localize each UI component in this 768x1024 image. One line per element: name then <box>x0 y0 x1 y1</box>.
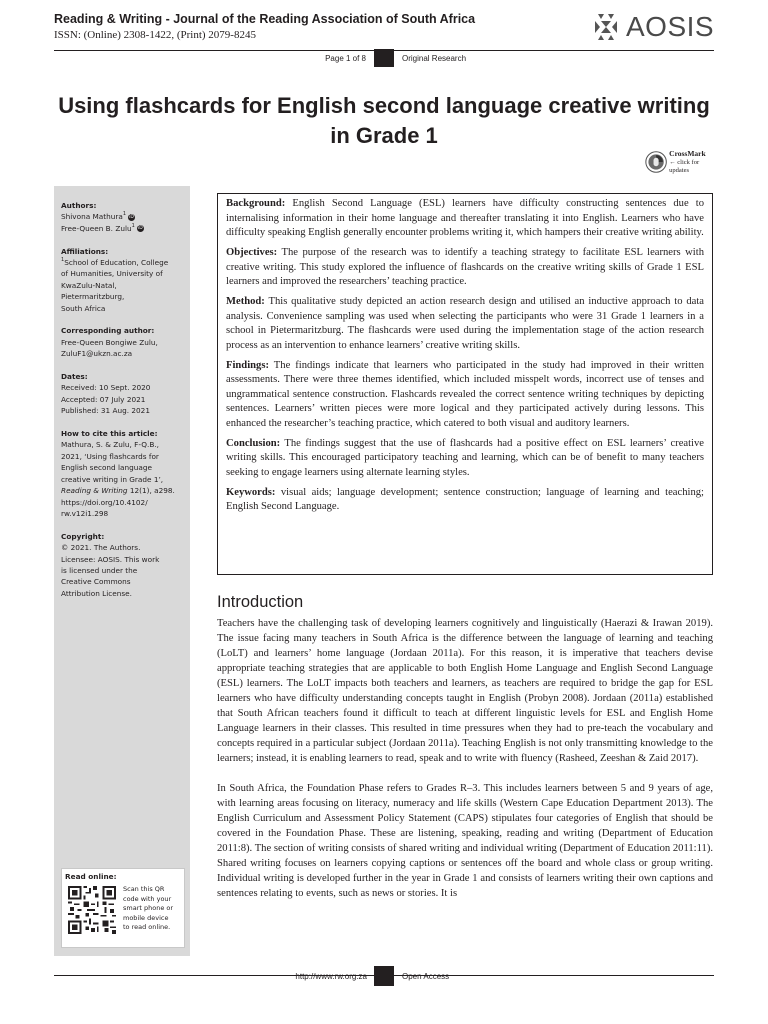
read-online-box <box>61 868 185 948</box>
background-label: Background: <box>226 198 286 209</box>
conclusion-text: The findings suggest that the use of flashcards had a positive effect on ESL learners’ creative writing skills. This encouraged participatory teaching and learning, which can be of benefit to many teachers seeking to engage learners using alternate learning styles. <box>226 437 704 478</box>
affiliation-line: of Humanities, University of <box>61 269 163 279</box>
page-number: Page 1 of 8 <box>325 54 366 63</box>
read-online-line: to read online. <box>123 923 171 932</box>
date-published: Published: 31 Aug. 2021 <box>61 406 150 416</box>
footer-url[interactable]: http://www.rw.org.za <box>295 972 367 981</box>
citation-heading: How to cite this article: <box>61 429 158 439</box>
corresponding-name: Free-Queen Bongiwe Zulu, <box>61 337 158 347</box>
read-online-line: code with your <box>123 894 172 903</box>
read-online-heading: Read online: <box>65 872 117 881</box>
article-title: Using flashcards for English second language creative writing in Grade 1 <box>58 93 710 148</box>
orcid-icon[interactable]: iD <box>129 214 134 220</box>
copyright-heading: Copyright: <box>61 531 105 541</box>
date-accepted: Accepted: 07 July 2021 <box>61 394 146 404</box>
issn: ISSN: (Online) 2308-1422, (Print) 2079-8245 <box>54 29 256 41</box>
method-label: Method: <box>226 296 265 307</box>
author-1-name: Shivona Mathura <box>61 212 123 222</box>
citation-line: creative writing in Grade 1’, <box>61 474 164 484</box>
author-2-sup: 1 <box>131 222 135 229</box>
citation-doi[interactable]: rw.v12i1.298 <box>61 508 109 518</box>
footer-bar <box>0 966 768 986</box>
crossmark-icon <box>645 149 667 175</box>
conclusion-label: Conclusion: <box>226 437 281 449</box>
qr-code-icon[interactable] <box>68 886 116 934</box>
affiliation-sup: 1 <box>61 257 65 264</box>
page-info-bar <box>0 49 768 67</box>
copyright-line: Creative Commons <box>61 577 131 587</box>
affiliation-line: KwaZulu-Natal, <box>61 280 117 290</box>
findings-text: The findings indicate that learners who participated in the study had improved in their written assessments. There were three themes identified, which included misspelt words, incorrect use of tenses and ungrammatical sentence construction. Flashcards revealed the correct sentence writing techniques by depicting sentences. Learners’ written pieces were more logical and they participated actively during lessons. This enhanced the researcher’s teaching practice, which catered to both visual and auditory learners. <box>226 359 704 429</box>
keywords-text: visual aids; language development; sentence construction; language of learning and teaching; English Second Language. <box>226 486 704 512</box>
orcid-icon[interactable]: iD <box>137 226 143 232</box>
author-1[interactable] <box>61 211 185 222</box>
footer-access: Open Access <box>402 972 450 981</box>
introduction-body <box>217 616 713 916</box>
citation-line: 2021, ‘Using flashcards for <box>61 451 159 461</box>
publisher-logo[interactable] <box>594 12 714 42</box>
crossmark-name: CrossMark <box>669 148 706 158</box>
affiliations-heading: Affiliations: <box>61 246 109 256</box>
abstract-objectives <box>226 246 704 290</box>
affiliation-line: South Africa <box>61 303 106 313</box>
corresponding-heading: Corresponding author: <box>61 326 155 336</box>
crossmark-sub: ← click for updates <box>669 158 700 174</box>
method-text: This qualitative study depicted an action research design and utilised an inductive approach to data analysis. Convenience sampling was used when selecting the participants who were 31 Grade 1 learners in a school in Pietermaritzburg. The flashcards were used during the implementation stage of the action research process as an intervention to enhance learners’ creative writing skills. <box>226 296 704 351</box>
copyright-section <box>61 531 185 599</box>
copyright-line: © 2021. The Authors. <box>61 543 141 553</box>
keywords-label: Keywords: <box>226 486 276 498</box>
aosis-logo-icon <box>594 12 624 42</box>
crossmark-badge[interactable] <box>645 148 713 176</box>
objectives-label: Objectives: <box>226 247 278 258</box>
citation-line: English second language <box>61 463 152 473</box>
copyright-line: is licensed under the <box>61 565 138 575</box>
author-1-sup: 1 <box>122 211 127 218</box>
abstract-box <box>217 193 713 575</box>
author-2[interactable] <box>61 223 185 234</box>
citation-section <box>61 428 185 519</box>
citation-line: Mathura, S. & Zulu, F-Q.B., <box>61 440 159 450</box>
dates-section <box>61 371 185 417</box>
authors-heading: Authors: <box>61 201 97 210</box>
footer-marker-block <box>374 966 394 986</box>
corresponding-section <box>61 325 185 359</box>
objectives-text: The purpose of the research was to identify a teaching strategy to facilitate ESL learners with creative writing. This study explored the influence of flashcards on the creative writing skills of Grade 1 ESL learners and improved the researchers’ teaching practice. <box>226 247 704 287</box>
author-2-name: Free-Queen B. Zulu <box>61 223 132 233</box>
read-online-line: Scan this QR <box>123 885 165 893</box>
abstract-keywords <box>226 486 704 515</box>
abstract-background <box>226 197 704 241</box>
paragraph: In South Africa, the Foundation Phase refers to Grades R–3. This includes learners between 5 and 9 years of age, with learning areas focusing on literacy, numeracy and life skills (Western Cape Education Department 2013). The English Curriculum and Assessment Policy Statement (CAPS) stipulates four categories of English that should be covered in the Foundation Phase. These are listening, speaking, reading and writing (Department of Education 2011:8). The section of writing consists of shared writing and individual writing (Department of Education 2011:11). Shared writing focuses on learners copying captions or sentences off the board and whole class or group writing. Individual writing is developed further in the year in Grade 1 and consists of learners writing their own captions and sentences relating to events, such as news or stories. It is <box>217 783 713 899</box>
citation-line <box>61 485 185 496</box>
read-online-line: mobile device <box>123 913 169 922</box>
copyright-line: Attribution License. <box>61 588 132 598</box>
abstract-findings <box>226 359 704 432</box>
citation-volume: 12(1), a298. <box>127 486 175 496</box>
logo-text: AOSIS <box>626 11 715 42</box>
read-online-instructions <box>123 885 183 933</box>
findings-label: Findings: <box>226 359 269 371</box>
citation-doi[interactable]: https://doi.org/10.4102/ <box>61 497 148 507</box>
paragraph: Teachers have the challenging task of developing learners cognitively and linguistically (Haerazi & Irawan 2019). The issue facing many teachers in South Africa is the difference between the language of learning and teaching (LoLT) and learners’ home language (Jordaan 2011a). For this reason, it is imperative that teachers devise appropriate teaching strategies that are applicable to both English Home Language and English Second Language (ESL) learners. The LoLT impacts both teachers and learners, as teachers are required to bridge the gap for ESL learners who have difficulty understanding concepts taught in English (Probyn 2008). Jordaan (2011a) established that South African teachers found it difficult to teach at different linguistic levels for ESL and English Home Language learners in their classes. This resulted in time pressures when they had to pre-teach the vocabulary and concepts required in a particular subject (Jordaan 2011a). Teaching English is not only transmitting knowledge to the learners; instead, it is enabling learners to read, speak and to write with fluency (Rasheed, Zeeshan & Zaid 2017). <box>217 618 713 764</box>
dates-heading: Dates: <box>61 372 88 382</box>
affiliation-line: Pietermaritzburg, <box>61 292 125 302</box>
abstract-method <box>226 295 704 353</box>
page-marker-block <box>374 49 394 67</box>
read-online-line: smart phone or <box>123 904 174 913</box>
copyright-line: Licensee: AOSIS. This work <box>61 554 160 564</box>
abstract-conclusion <box>226 437 704 481</box>
article-type: Original Research <box>402 54 467 63</box>
background-text: English Second Language (ESL) learners have difficulty constructing sentences due to internalising information in their home language and thereafter translating it into English. Learners who have difficulty speaking English generally encounter problems writing it, which hampers their creative writing ability. <box>226 198 704 238</box>
sidebar-content <box>61 200 185 611</box>
affiliations-section <box>61 246 185 314</box>
crossmark-label <box>669 150 713 175</box>
affiliation-line <box>61 257 185 268</box>
affiliation-text: School of Education, College <box>64 258 169 268</box>
authors-section <box>61 200 185 234</box>
corresponding-email[interactable]: ZuluF1@ukzn.ac.za <box>61 349 133 359</box>
introduction-heading: Introduction <box>217 593 304 611</box>
citation-journal: Reading & Writing <box>61 486 128 496</box>
journal-title: Reading & Writing - Journal of the Reading Association of South Africa <box>54 12 476 26</box>
date-received: Received: 10 Sept. 2020 <box>61 383 151 393</box>
